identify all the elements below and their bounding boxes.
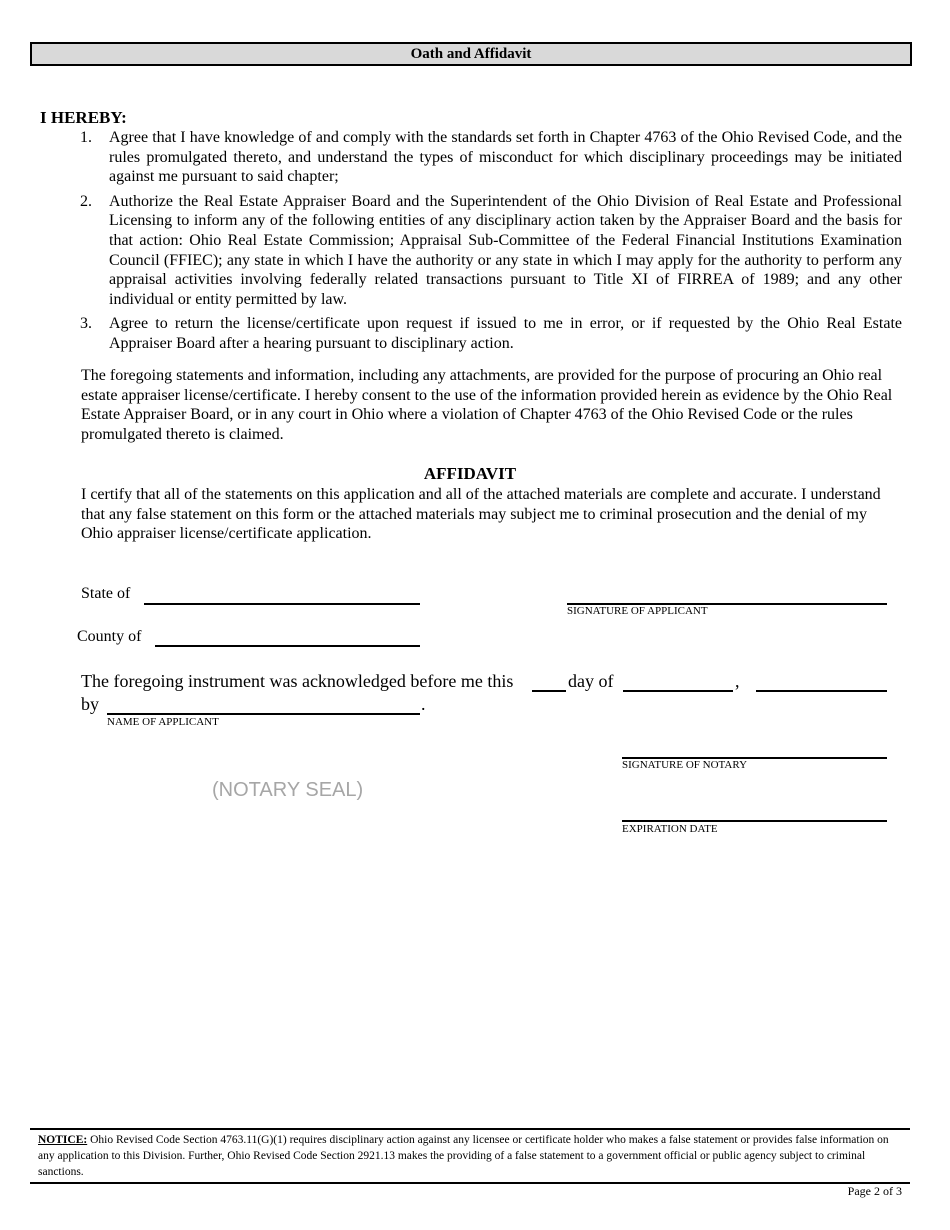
state-field[interactable] (144, 603, 420, 605)
year-field[interactable] (756, 690, 887, 692)
list-item-text: Agree that I have knowledge of and comply with the standards set forth in Chapter 4763 of the Ohio Revised Code, and the rules promulgated thereto, and understand the types of misconduct for which disciplinary proceedings may be initiated against me pursuant to said chapter; (109, 129, 902, 186)
by-label: by (81, 694, 99, 714)
hereby-list (80, 128, 902, 354)
page-title: Oath and Affidavit (30, 42, 912, 66)
county-field[interactable] (155, 645, 420, 647)
notary-seal-placeholder: (NOTARY SEAL) (212, 779, 364, 801)
page-number: Page 2 of 3 (847, 1184, 902, 1198)
county-label: County of (77, 628, 142, 645)
acknowledged-text: The foregoing instrument was acknowledged before me this (81, 671, 514, 691)
day-field[interactable] (532, 690, 566, 692)
affidavit-heading: AFFIDAVIT (423, 464, 517, 483)
expiration-date-field[interactable] (622, 820, 887, 822)
month-field[interactable] (623, 690, 733, 692)
expiration-date-label: EXPIRATION DATE (622, 823, 718, 835)
signature-notary-label: SIGNATURE OF NOTARY (622, 759, 748, 771)
list-item-text: Agree to return the license/certificate upon request if issued to me in error, or if requested by the Ohio Real Estate Appraiser Board after a hearing pursuant to disciplinary action. (109, 315, 902, 352)
comma-separator: , (735, 671, 740, 691)
list-item-number: 2. (80, 192, 92, 210)
hereby-heading: I HEREBY: (40, 108, 127, 127)
name-of-applicant-label: NAME OF APPLICANT (107, 716, 219, 728)
affidavit-text: I certify that all of the statements on this application and all of the attached materials are complete and accurate. I understand that any false statement on this form or the attached materials may subject me to criminal prosecution and the denial of my Ohio appraiser license/certificate application. (81, 486, 881, 543)
list-item (80, 314, 902, 353)
notice-box (30, 1128, 910, 1184)
state-label: State of (81, 585, 131, 602)
notice-label: NOTICE: (38, 1134, 88, 1146)
list-item (80, 128, 902, 187)
notice-text: Ohio Revised Code Section 4763.11(G)(1) requires disciplinary action against any licensee or certificate holder who makes a false statement or provides false information on any application to this Division. Further, Ohio Revised Code Section 2921.13 makes the providing of a false statement to a government official or public agency subject to criminal sanctions. (38, 1134, 889, 1178)
list-item (80, 192, 902, 310)
list-item-number: 3. (80, 315, 92, 333)
list-item-number: 1. (80, 129, 92, 146)
day-of-label: day of (568, 671, 614, 691)
name-of-applicant-field[interactable] (107, 713, 420, 715)
foregoing-paragraph: The foregoing statements and information, including any attachments, are provided for the purpose of procuring an Ohio real estate appraiser license/certificate. I hereby consent to the use of the information provided herein as evidence by the Ohio Real Estate Appraiser Board, or in any court in Ohio where a violation of Chapter 4763 of the Ohio Revised Code or the rules promulgated thereto is claimed. (81, 367, 893, 443)
list-item-text: Authorize the Real Estate Appraiser Board and the Superintendent of the Ohio Division of Real Estate and Professional Licensing to inform any of the following entities of any disciplinary action taken by the Appraiser Board and the basis for that action: Ohio Real Estate Commission; Appraisal Sub-Committee of the Federal Financial Institutions Examination Council (FFIEC); any state in which I have the authority or any state in which I may apply for the authority to perform any appraisal activities involving federally related transactions pursuant to Title XI of FIRREA of 1989; and any other individual or entity permitted by law. (109, 192, 902, 308)
signature-applicant-label: SIGNATURE OF APPLICANT (567, 605, 708, 617)
by-period: . (421, 694, 426, 714)
